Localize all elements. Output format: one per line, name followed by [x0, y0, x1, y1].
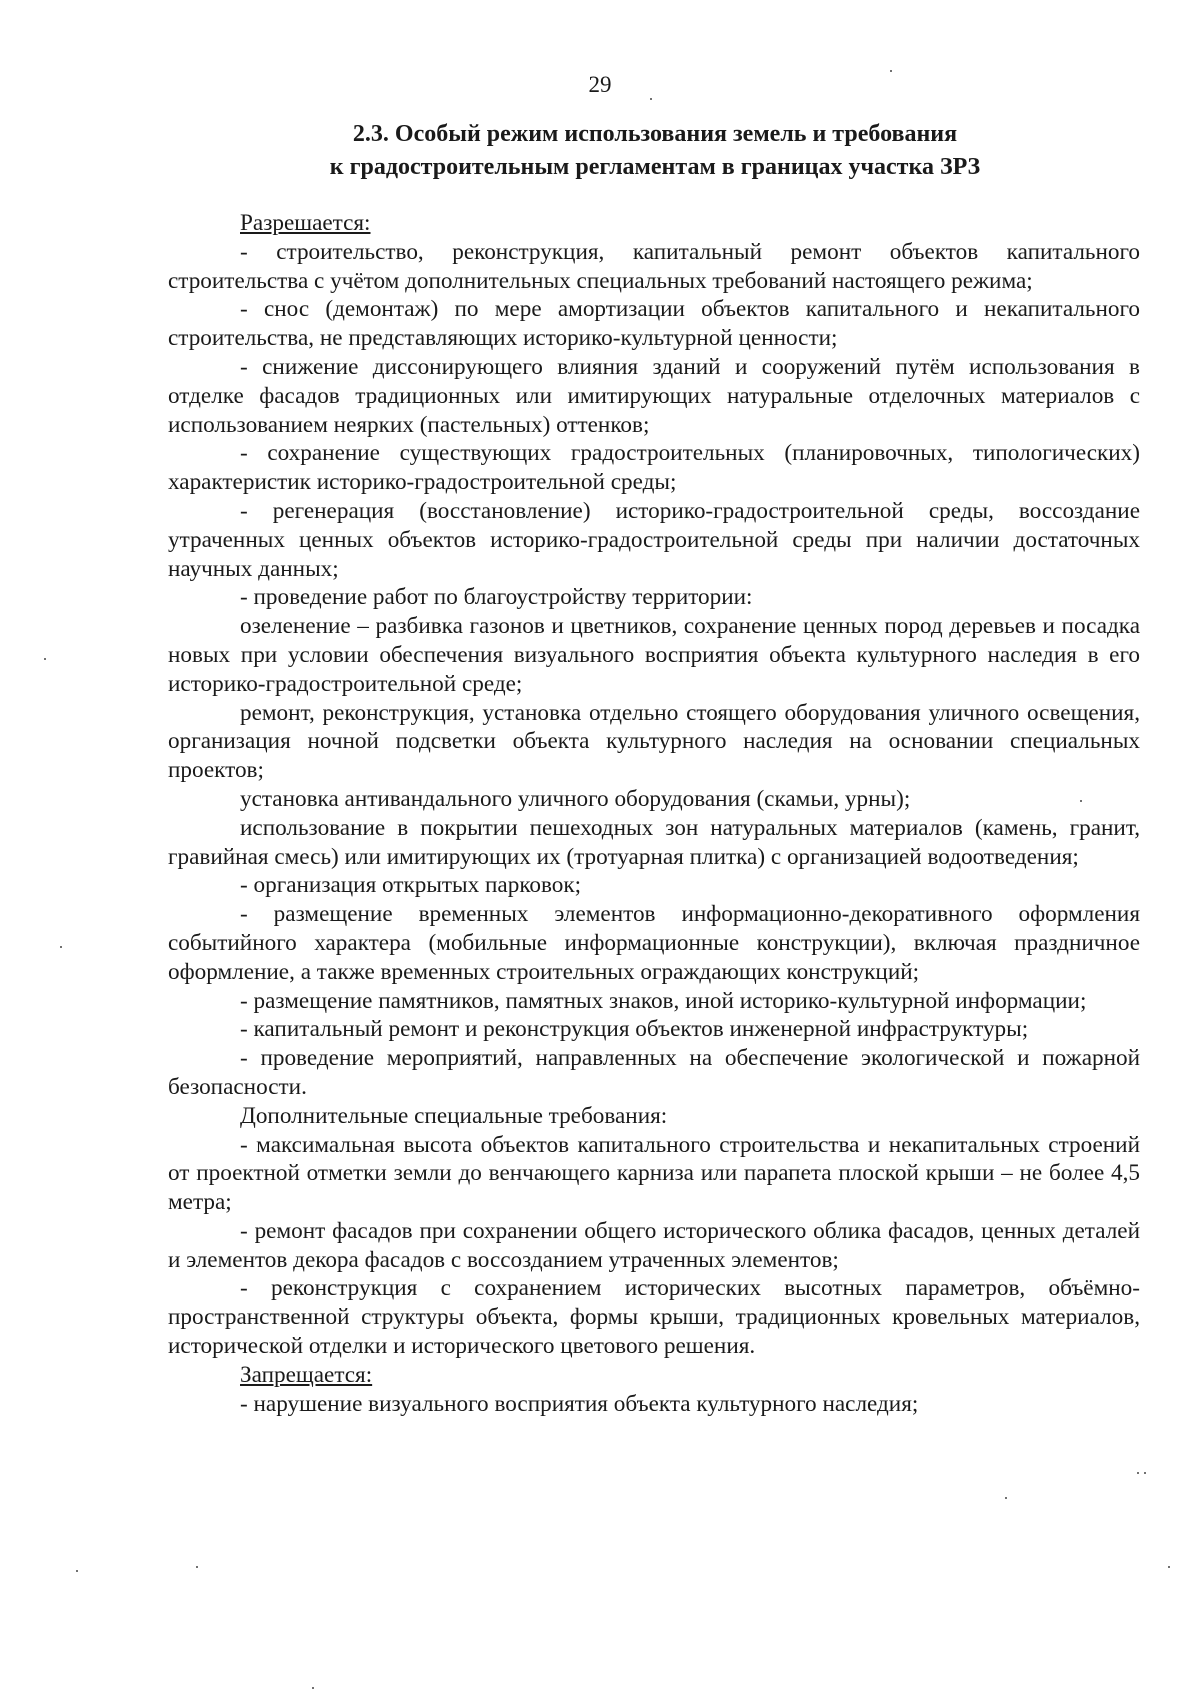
paragraph: - ремонт фасадов при сохранении общего исторического облика фасадов, ценных деталей и элементов декора фасадов с воссозданием утраченных элементов; [168, 1217, 1140, 1273]
paragraph: Дополнительные специальные требования: [240, 1102, 668, 1129]
forbidden-label: Запрещается: [240, 1361, 373, 1388]
paragraph: использование в покрытии пешеходных зон натуральных материалов (камень, гранит, гравийная смесь) или имитирующих их (тротуарная плитка) с организацией водоотведения; [168, 814, 1140, 870]
paragraph: - сохранение существующих градостроительных (планировочных, типологических) характеристик историко-градостроительной среды; [168, 440, 1140, 496]
paragraph: - снижение диссонирующего влияния зданий и сооружений путём использования в отделке фасадов традиционных или имитирующих натуральные отделочных материалов с использованием неярких (пастельных) оттенков; [168, 353, 1140, 438]
allowed-label: Разрешается: [240, 210, 371, 236]
paragraph: - строительство, реконструкция, капитальный ремонт объектов капитального строительства с учётом дополнительных специальных требований настоящего режима; [168, 238, 1140, 294]
paragraph: ремонт, реконструкция, установка отдельно стоящего оборудования уличного освещения, организация ночной подсветки объекта культурного наследия на основании специальных проектов; [168, 699, 1140, 784]
scan-speck [1137, 1472, 1139, 1474]
section-heading-line-2: к градостроительным регламентам в границах участка ЗРЗ [329, 154, 981, 180]
paragraph: - размещение памятников, памятных знаков, иной историко-культурной информации; [240, 987, 1087, 1014]
paragraph: - проведение работ по благоустройству территории: [240, 584, 753, 611]
paragraph: - снос (демонтаж) по мере амортизации объектов капитального и некапитального строительства, не представляющих историко-культурной ценности; [168, 296, 1140, 352]
scan-speck [1080, 800, 1082, 802]
scan-speck [1144, 1472, 1146, 1474]
scan-speck [44, 658, 46, 660]
scan-speck [60, 946, 62, 948]
scan-speck [1005, 1497, 1007, 1499]
section-heading-line-1: 2.3. Особый режим использования земель и требования [352, 121, 958, 147]
page-number: 29 [588, 72, 612, 97]
paragraph: установка антивандального уличного оборудования (скамьи, урны); [240, 785, 911, 812]
paragraph: - капитальный ремонт и реконструкция объектов инженерной инфраструктуры; [240, 1016, 1029, 1043]
scan-speck [1168, 1566, 1170, 1568]
scan-speck [650, 98, 652, 100]
scan-speck [890, 70, 892, 72]
section-heading [170, 118, 1140, 184]
scan-speck [312, 1687, 314, 1689]
body-text [168, 209, 1140, 1418]
paragraph: озеленение – разбивка газонов и цветников, сохранение ценных пород деревьев и посадка новых при условии обеспечения визуального восприятия объекта культурного наследия в его историко-градостроительной среде; [168, 613, 1140, 697]
scan-speck [76, 1570, 78, 1572]
paragraph: - организация открытых парковок; [240, 872, 582, 899]
paragraph: - регенерация (восстановление) историко-градостроительной среды, воссоздание утраченных ценных объектов историко-градостроительной среды при наличии достаточных научных данных; [168, 497, 1140, 582]
scan-speck [196, 1566, 198, 1568]
paragraph: - проведение мероприятий, направленных на обеспечение экологической и пожарной безопасности. [168, 1045, 1140, 1100]
paragraph: - нарушение визуального восприятия объекта культурного наследия; [240, 1390, 919, 1417]
paragraph: - реконструкция с сохранением исторических высотных параметров, объёмно-пространственной структуры объекта, формы крыши, традиционных кровельных материалов, исторической отделки и исторического цветового решения. [168, 1275, 1140, 1360]
paragraph: - максимальная высота объектов капитального строительства и некапитальных строений от проектной отметки земли до венчающего карниза или парапета плоской крыши – не более 4,5 метра; [168, 1131, 1140, 1216]
paragraph: - размещение временных элементов информационно-декоративного оформления событийного характера (мобильные информационные конструкции), включая праздничное оформление, а также временных строительных ограждающих конструкций; [168, 901, 1140, 985]
